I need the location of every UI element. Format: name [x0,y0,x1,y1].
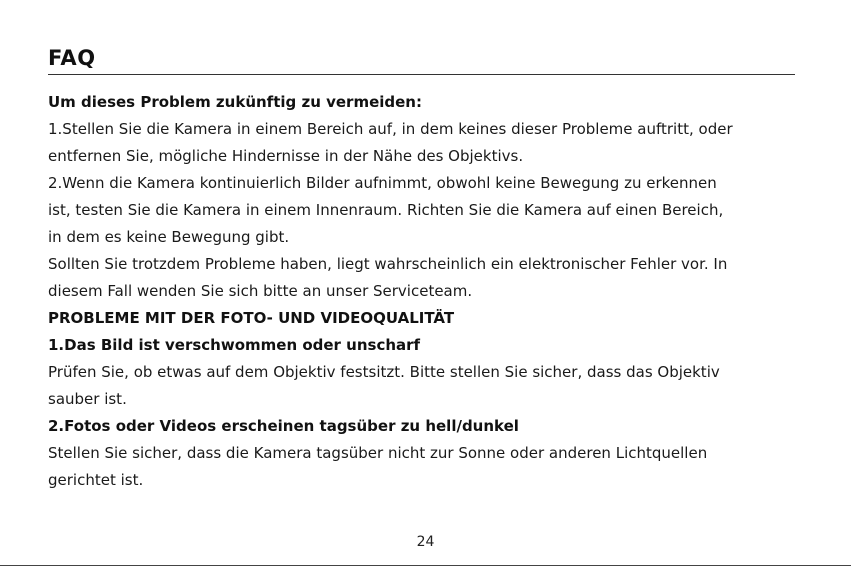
faq-body [48,89,808,494]
faq-line: Stellen Sie sicher, dass die Kamera tagsüber nicht zur Sonne oder anderen Lichtquellen [48,444,708,462]
faq-line: sauber ist. [48,390,127,408]
page-heading: FAQ [48,46,96,70]
faq-line: gerichtet ist. [48,471,144,489]
faq-line: PROBLEME MIT DER FOTO- UND VIDEOQUALITÄT [48,309,455,327]
faq-line: 1.Das Bild ist verschwommen oder unscharf [48,336,421,354]
faq-line: entfernen Sie, mögliche Hindernisse in der Nähe des Objektivs. [48,147,524,165]
faq-line: 1.Stellen Sie die Kamera in einem Bereich auf, in dem keines dieser Probleme auftritt, oder [48,120,733,138]
faq-line: ist, testen Sie die Kamera in einem Innenraum. Richten Sie die Kamera auf einen Bereich, [48,201,724,219]
faq-line: Prüfen Sie, ob etwas auf dem Objektiv festsitzt. Bitte stellen Sie sicher, dass das Objektiv [48,363,720,381]
faq-line: Sollten Sie trotzdem Probleme haben, liegt wahrscheinlich ein elektronischer Fehler vor. In [48,255,728,273]
faq-line: 2.Fotos oder Videos erscheinen tagsüber zu hell/dunkel [48,417,519,435]
faq-line: in dem es keine Bewegung gibt. [48,228,290,246]
heading-divider [48,74,795,75]
faq-line: 2.Wenn die Kamera kontinuierlich Bilder aufnimmt, obwohl keine Bewegung zu erkennen [48,174,717,192]
faq-line: diesem Fall wenden Sie sich bitte an unser Serviceteam. [48,282,473,300]
faq-line: Um dieses Problem zukünftig zu vermeiden: [48,93,422,111]
page-bottom-edge [0,565,851,566]
page-number: 24 [416,534,435,550]
